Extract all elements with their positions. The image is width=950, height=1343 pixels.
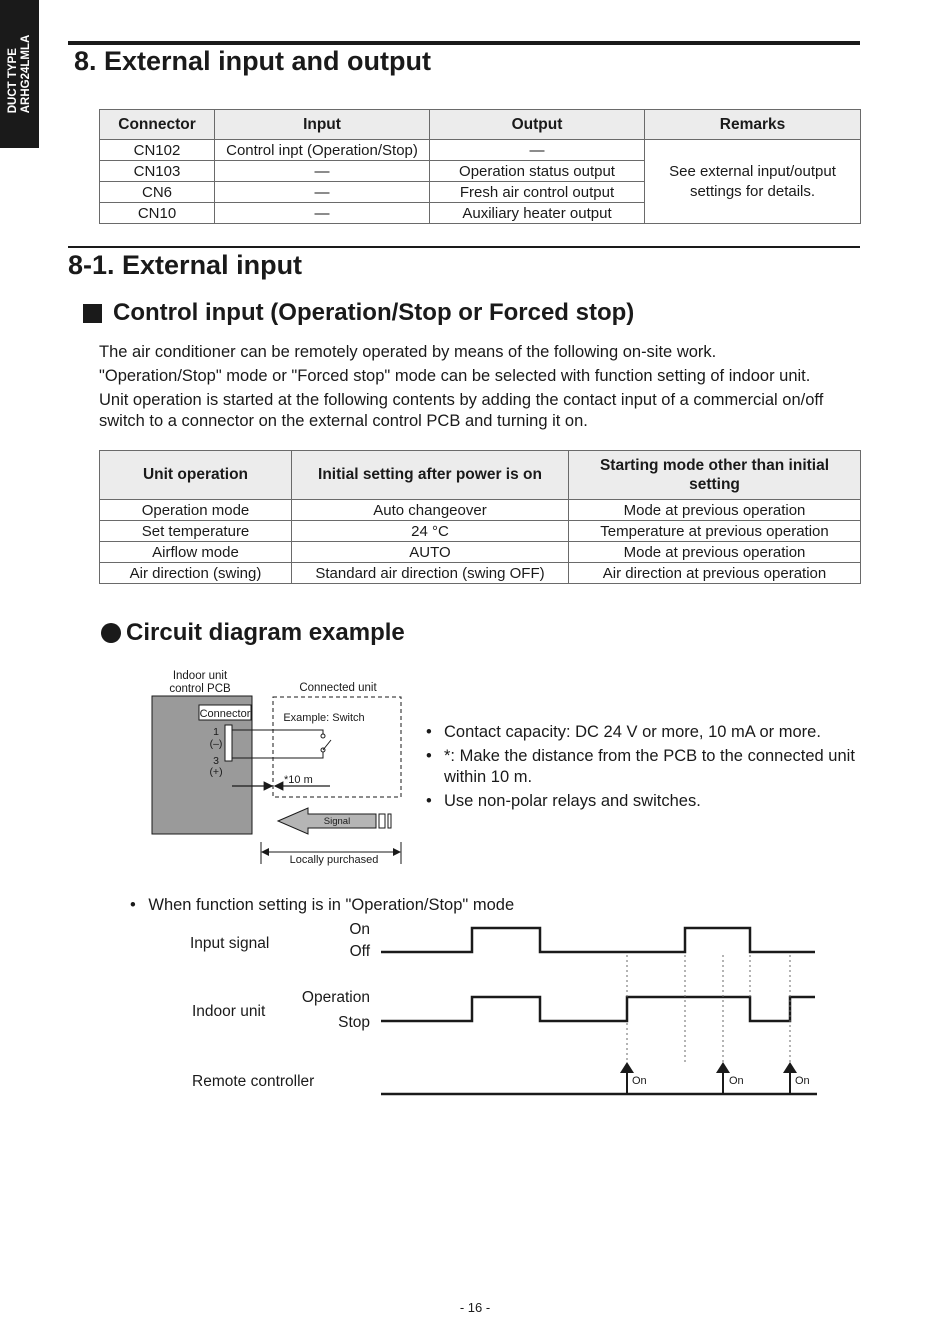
indoor-unit-label: Indoor unit <box>192 1003 266 1020</box>
side-tab-line2: ARHG24LMLA <box>19 34 32 114</box>
table-cell: Set temperature <box>100 521 292 542</box>
table-cell: AUTO <box>292 542 569 563</box>
unit-op-header-col: Unit operation <box>100 451 292 500</box>
table-cell: Operation mode <box>100 500 292 521</box>
circuit-diagram-heading: Circuit diagram example <box>126 619 405 646</box>
table-cell: Control inpt (Operation/Stop) <box>215 140 430 161</box>
timing-caption-text: When function setting is in "Operation/Stop" mode <box>148 896 515 914</box>
marker-label: On <box>795 1075 810 1087</box>
indoor-unit-label: Indoor unit <box>172 670 228 682</box>
section-8-1-title: 8-1. External input <box>68 250 303 280</box>
table-cell: CN6 <box>100 182 215 203</box>
table-cell: Operation status output <box>430 161 645 182</box>
signal-label: Signal <box>323 816 351 827</box>
control-pcb-label: control PCB <box>169 683 231 695</box>
table-cell: Standard air direction (swing OFF) <box>292 563 569 584</box>
io-header-output: Output <box>430 110 645 140</box>
up-arrow-icon <box>783 1062 797 1073</box>
table-cell: Auxiliary heater output <box>430 203 645 224</box>
pin3-label: 3 <box>213 755 219 767</box>
table-cell: Mode at previous operation <box>569 542 861 563</box>
unit-op-header-col: Starting mode other than initial setting <box>569 451 861 500</box>
io-header-connector: Connector <box>100 110 215 140</box>
pin1-label: 1 <box>213 726 219 738</box>
unit-op-header-col: Initial setting after power is on <box>292 451 569 500</box>
remarks-line1: See external input/output <box>669 162 836 180</box>
table-cell: Airflow mode <box>100 542 292 563</box>
table-cell: Air direction at previous operation <box>569 563 861 584</box>
marker-label: On <box>729 1075 744 1087</box>
connected-unit-label: Connected unit <box>299 682 377 694</box>
io-header-remarks: Remarks <box>645 110 861 140</box>
paragraph-2: "Operation/Stop" mode or "Forced stop" mode can be selected with function setting of indoor unit. <box>99 367 811 385</box>
table-cell: — <box>215 182 430 203</box>
off-label: Off <box>349 943 370 960</box>
operation-label: Operation <box>301 989 370 1006</box>
table-cell: — <box>215 161 430 182</box>
on-label: On <box>349 921 370 938</box>
table-cell: — <box>215 203 430 224</box>
paragraph-1: The air conditioner can be remotely operated by means of the following on-site work. <box>99 343 717 361</box>
table-cell: CN102 <box>100 140 215 161</box>
table-cell: CN103 <box>100 161 215 182</box>
up-arrow-icon <box>620 1062 634 1073</box>
indoor-unit-waveform <box>381 997 815 1021</box>
distance-label: *10 m <box>284 774 313 786</box>
pin1-polarity: (–) <box>209 738 223 750</box>
io-header-input: Input <box>215 110 430 140</box>
list-item: • Contact capacity: DC 24 V or more, 10 mA or more. <box>424 722 864 743</box>
table-cell: Fresh air control output <box>430 182 645 203</box>
example-switch-label: Example: Switch <box>283 712 365 724</box>
timing-guides <box>627 955 790 1065</box>
paragraph-3: Unit operation is started at the following contents by adding the contact input of a commercial on/off switch to a connector on the external control PCB and turning it on. <box>99 391 824 430</box>
list-item: • *: Make the distance from the PCB to the connected unit within 10 m. <box>424 746 864 788</box>
table-cell: Temperature at previous operation <box>569 521 861 542</box>
remote-on-marker <box>783 1062 810 1094</box>
table-cell: Air direction (swing) <box>100 563 292 584</box>
table-cell: CN10 <box>100 203 215 224</box>
remote-on-marker <box>620 1062 647 1094</box>
page-number: - 16 - <box>459 1300 491 1315</box>
input-signal-label: Input signal <box>190 935 270 952</box>
table-cell: — <box>430 140 645 161</box>
bullet-dot: • <box>130 896 136 914</box>
table-cell: Auto changeover <box>292 500 569 521</box>
marker-label: On <box>632 1075 647 1087</box>
connector-label: Connector <box>199 708 251 720</box>
up-arrow-icon <box>716 1062 730 1073</box>
control-input-heading: Control input (Operation/Stop or Forced stop) <box>113 299 635 326</box>
section-8-title: 8. External input and output <box>74 46 431 76</box>
list-item: • Use non-polar relays and switches. <box>424 791 864 812</box>
table-cell: 24 °C <box>292 521 569 542</box>
input-signal-waveform <box>381 928 815 952</box>
remote-on-marker <box>716 1062 744 1094</box>
pin3-polarity: (+) <box>209 766 223 778</box>
stop-label: Stop <box>338 1014 370 1031</box>
remarks-line2: settings for details. <box>689 182 816 200</box>
side-tab-line1: DUCT TYPE <box>6 48 19 114</box>
remote-controller-label: Remote controller <box>192 1073 315 1090</box>
locally-purchased-label: Locally purchased <box>289 854 379 866</box>
table-cell: Mode at previous operation <box>569 500 861 521</box>
